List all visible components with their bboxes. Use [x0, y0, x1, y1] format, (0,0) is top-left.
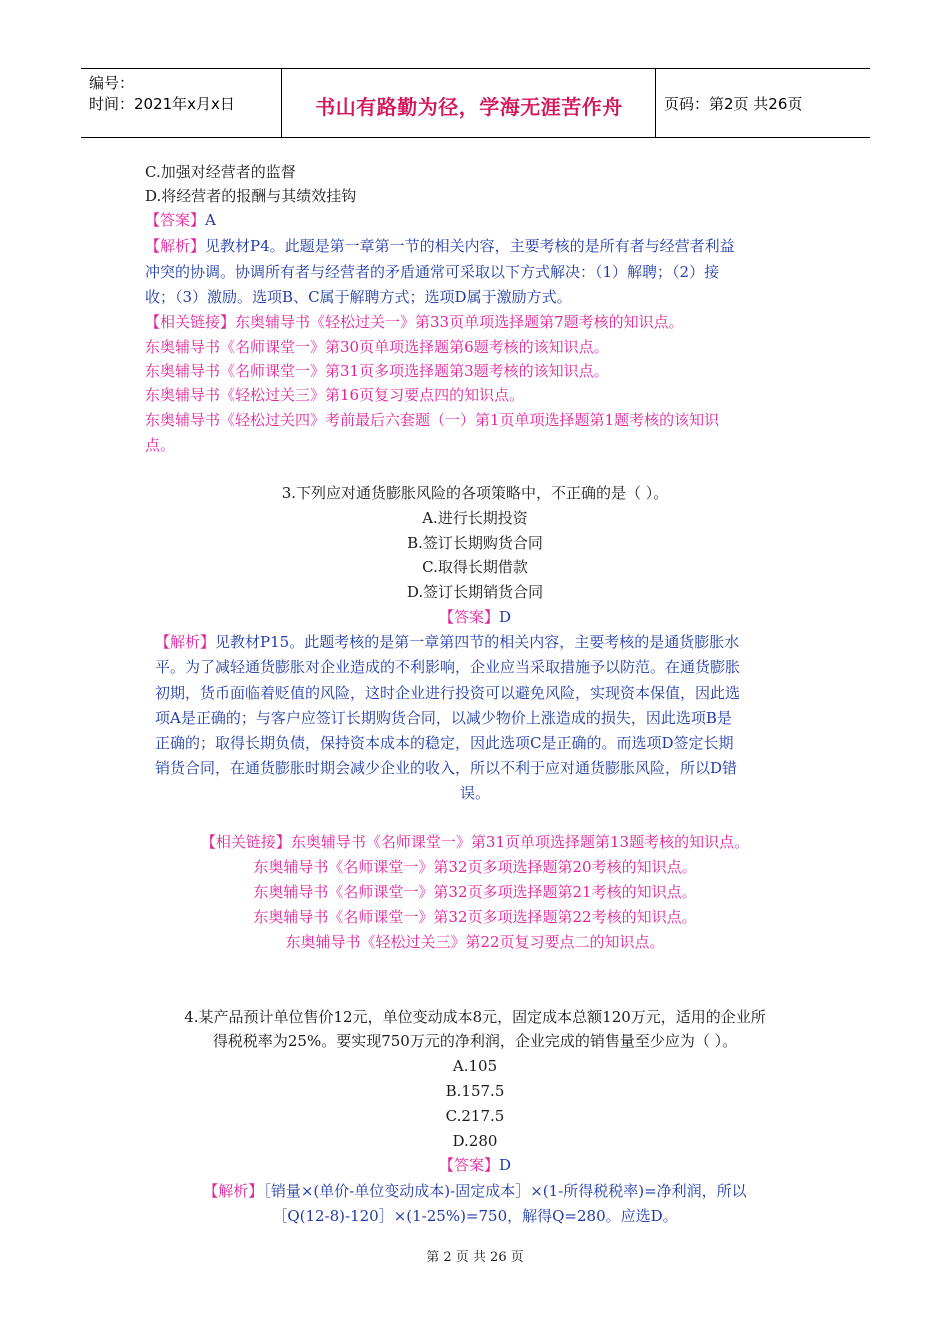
answer-line	[145, 208, 216, 232]
answer-tag: 【答案】	[438, 1156, 499, 1174]
question-3: 3.下列应对通货膨胀风险的各项策略中，不正确的是（ ）。	[281, 484, 669, 502]
related-link-line: 东奥辅导书《名师课堂一》第32页多项选择题第21考核的知识点。	[253, 883, 697, 901]
analysis-text: 见教材P4。此题是第一章第一节的相关内容，主要考核的是所有者与经营者利益	[205, 237, 735, 255]
q3-answer-line	[0, 605, 950, 629]
analysis-text: ［销量×(单价-单位变动成本)-固定成本］×(1-所得税税率)=净利润，所以	[263, 1182, 747, 1200]
analysis-tag: 【解析】	[155, 633, 216, 651]
q3-option-c: C.取得长期借款	[422, 558, 528, 576]
analysis-tag: 【解析】	[203, 1182, 264, 1200]
related-link-line: 点。	[145, 436, 176, 454]
analysis-text: 见教材P15。此题考核的是第一章第四节的相关内容，主要考核的是通货膨胀水	[215, 633, 740, 651]
related-link-line: 东奥辅导书《名师课堂一》第32页多项选择题第20考核的知识点。	[253, 858, 697, 876]
option-d: D.将经营者的报酬与其绩效挂钩	[145, 187, 357, 205]
header-meta	[89, 73, 235, 115]
related-link-tag: 【相关链接】	[200, 833, 291, 851]
related-link-text: 东奥辅导书《轻松过关一》第33页单项选择题第7题考核的知识点。	[235, 313, 684, 331]
q4-option-a: A.105	[452, 1057, 498, 1075]
related-link-tag: 【相关链接】	[145, 313, 236, 331]
analysis-line	[145, 234, 735, 258]
analysis-line	[0, 1179, 950, 1203]
q4-option-b: B.157.5	[445, 1082, 505, 1100]
q4-answer-line	[0, 1153, 950, 1177]
related-link-line	[145, 310, 684, 334]
page-header	[81, 68, 870, 138]
option-c: C.加强对经营者的监督	[145, 163, 296, 181]
header-motto: 书山有路勤为径，学海无涯苦作舟	[315, 95, 623, 119]
analysis-line: 正确的；取得长期负债，保持资本成本的稳定，因此选项C是正确的。而选项D签定长期	[155, 734, 734, 752]
related-link-line: 东奥辅导书《名师课堂一》第32页多项选择题第22考核的知识点。	[253, 908, 697, 926]
answer-tag: 【答案】	[145, 211, 206, 229]
related-link-line: 东奥辅导书《名师课堂一》第31页多项选择题第3题考核的该知识点。	[145, 362, 609, 380]
analysis-line: 销货合同，在通货膨胀时期会减少企业的收入，所以不利于应对通货膨胀风险，所以D错	[155, 759, 738, 777]
related-link-line	[0, 830, 950, 854]
header-divider	[655, 69, 656, 137]
answer-value: D	[498, 1156, 512, 1174]
analysis-line: 冲突的协调。协调所有者与经营者的矛盾通常可采取以下方式解决：（1）解聘；（2）接	[145, 263, 720, 281]
header-page-number: 页码：第2页 共26页	[664, 95, 803, 113]
analysis-line: ［Q(12-8)-120］×(1-25%)=750，解得Q=280。应选D。	[272, 1207, 678, 1225]
header-number: 编号：	[89, 74, 135, 92]
analysis-line: 项A是正确的；与客户应签订长期购货合同，以减少物价上涨造成的损失，因此选项B是	[155, 709, 732, 727]
answer-value: A	[205, 211, 216, 229]
q3-option-b: B.签订长期购货合同	[407, 534, 543, 552]
q3-option-d: D.签订长期销货合同	[406, 583, 544, 601]
analysis-line: 误。	[459, 784, 490, 802]
q4-option-d: D.280	[452, 1132, 498, 1150]
analysis-tag: 【解析】	[145, 237, 206, 255]
q4-option-c: C.217.5	[445, 1107, 505, 1125]
answer-value: D	[498, 608, 512, 626]
related-link-line: 东奥辅导书《名师课堂一》第30页单项选择题第6题考核的该知识点。	[145, 338, 609, 356]
page-footer: 第 2 页 共 26 页	[426, 1250, 524, 1265]
analysis-line: 收；（3）激励。选项B、C属于解聘方式；选项D属于激励方式。	[145, 288, 572, 306]
answer-tag: 【答案】	[438, 608, 499, 626]
related-link-text: 东奥辅导书《名师课堂一》第31页单项选择题第13题考核的知识点。	[290, 833, 750, 851]
question-4-cont: 得税税率为25%。要实现750万元的净利润，企业完成的销售量至少应为（ ）。	[212, 1032, 738, 1050]
analysis-line	[155, 630, 739, 654]
related-link-line: 东奥辅导书《轻松过关三》第22页复习要点二的知识点。	[285, 933, 665, 951]
header-time: 时间：2021年x月x日	[89, 95, 235, 113]
related-link-line: 东奥辅导书《轻松过关三》第16页复习要点四的知识点。	[145, 386, 525, 404]
q3-option-a: A.进行长期投资	[422, 509, 528, 527]
related-link-line: 东奥辅导书《轻松过关四》考前最后六套题（一）第1页单项选择题第1题考核的该知识	[145, 411, 720, 429]
analysis-line: 初期，货币面临着贬值的风险，这时企业进行投资可以避免风险，实现资本保值，因此选	[155, 684, 741, 702]
question-4: 4.某产品预计单位售价12元，单位变动成本8元，固定成本总额120万元，适用的企业所	[184, 1008, 766, 1026]
analysis-line: 平。为了减轻通货膨胀对企业造成的不利影响，企业应当采取措施予以防范。在通货膨胀	[155, 658, 741, 676]
